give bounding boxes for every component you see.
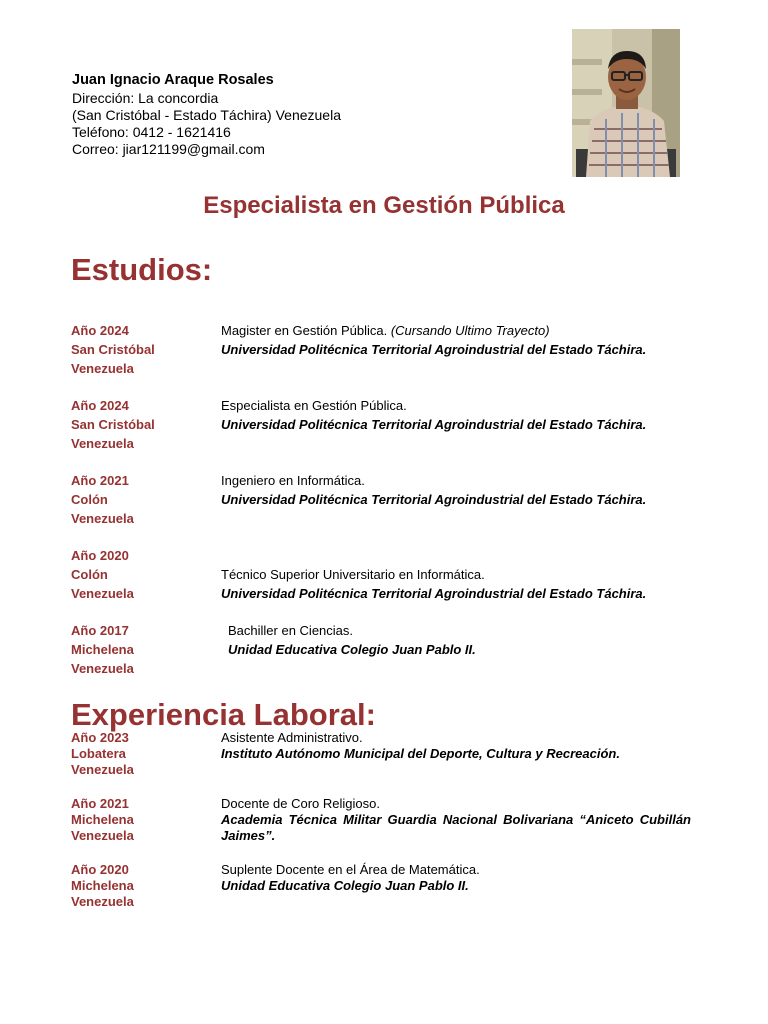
entry-note: (Cursando Ultimo Trayecto) xyxy=(390,323,550,338)
entry-role: Docente de Coro Religioso. xyxy=(221,796,380,811)
entry-city: Michelena xyxy=(71,812,134,827)
entry-country: Venezuela xyxy=(71,436,134,451)
entry-institution: Universidad Politécnica Territorial Agroindustrial del Estado Táchira. xyxy=(221,417,647,432)
profile-photo xyxy=(572,29,680,177)
entry-institution: Academia Técnica Militar Guardia Nacional Bolivariana “Aniceto Cubillán Jaimes”. xyxy=(221,812,691,843)
entry-country: Venezuela xyxy=(71,361,134,376)
entry-role: Suplente Docente en el Área de Matemática. xyxy=(221,862,480,877)
entry-institution: Unidad Educativa Colegio Juan Pablo II. xyxy=(221,878,469,893)
entry-country: Venezuela xyxy=(71,894,134,909)
entry-year: Año 2020 xyxy=(71,548,129,563)
person-name: Juan Ignacio Araque Rosales xyxy=(72,72,274,88)
entry-city: San Cristóbal xyxy=(71,342,155,357)
entry-city: Lobatera xyxy=(71,746,126,761)
entry-city: San Cristóbal xyxy=(71,417,155,432)
address: Dirección: La concordia xyxy=(72,90,219,106)
entry-degree: Especialista en Gestión Pública. xyxy=(221,398,407,413)
phone: Teléfono: 0412 - 1621416 xyxy=(72,124,231,140)
entry-year: Año 2020 xyxy=(71,862,129,877)
entry-institution: Universidad Politécnica Territorial Agroindustrial del Estado Táchira. xyxy=(221,586,647,601)
entry-country: Venezuela xyxy=(71,661,134,676)
contact-block xyxy=(72,72,341,158)
entry-institution: Universidad Politécnica Territorial Agroindustrial del Estado Táchira. xyxy=(221,342,647,357)
entry-degree: Bachiller en Ciencias. xyxy=(228,623,354,638)
city: (San Cristóbal - Estado Táchira) Venezuela xyxy=(72,107,341,123)
entry-year: Año 2021 xyxy=(71,796,129,811)
entry-role: Asistente Administrativo. xyxy=(221,730,363,745)
entry-degree: Ingeniero en Informática. xyxy=(221,473,365,488)
entry-country: Venezuela xyxy=(71,511,134,526)
entry-year: Año 2017 xyxy=(71,623,129,638)
entry-country: Venezuela xyxy=(71,828,134,843)
studies-title: Estudios: xyxy=(71,252,213,287)
experience-title: Experiencia Laboral: xyxy=(71,697,376,732)
entry-year: Año 2021 xyxy=(71,473,129,488)
entry-year: Año 2023 xyxy=(71,730,129,745)
entry-country: Venezuela xyxy=(71,762,134,777)
entry-degree: Magister en Gestión Pública. xyxy=(221,323,388,338)
entry-institution: Unidad Educativa Colegio Juan Pablo II. xyxy=(228,642,476,657)
entry-country: Venezuela xyxy=(71,586,134,601)
entry-city: Michelena xyxy=(71,878,134,893)
headline: Especialista en Gestión Pública xyxy=(203,192,565,219)
entry-city: Colón xyxy=(71,492,108,507)
entry-institution: Instituto Autónomo Municipal del Deporte, Cultura y Recreación. xyxy=(221,746,620,761)
entry-degree: Técnico Superior Universitario en Informática. xyxy=(221,567,485,582)
entry-city: Colón xyxy=(71,567,108,582)
entry-year: Año 2024 xyxy=(71,398,129,413)
entry-city: Michelena xyxy=(71,642,134,657)
entry-institution: Universidad Politécnica Territorial Agroindustrial del Estado Táchira. xyxy=(221,492,647,507)
entry-year: Año 2024 xyxy=(71,323,129,338)
email: Correo: jiar121199@gmail.com xyxy=(72,141,265,157)
